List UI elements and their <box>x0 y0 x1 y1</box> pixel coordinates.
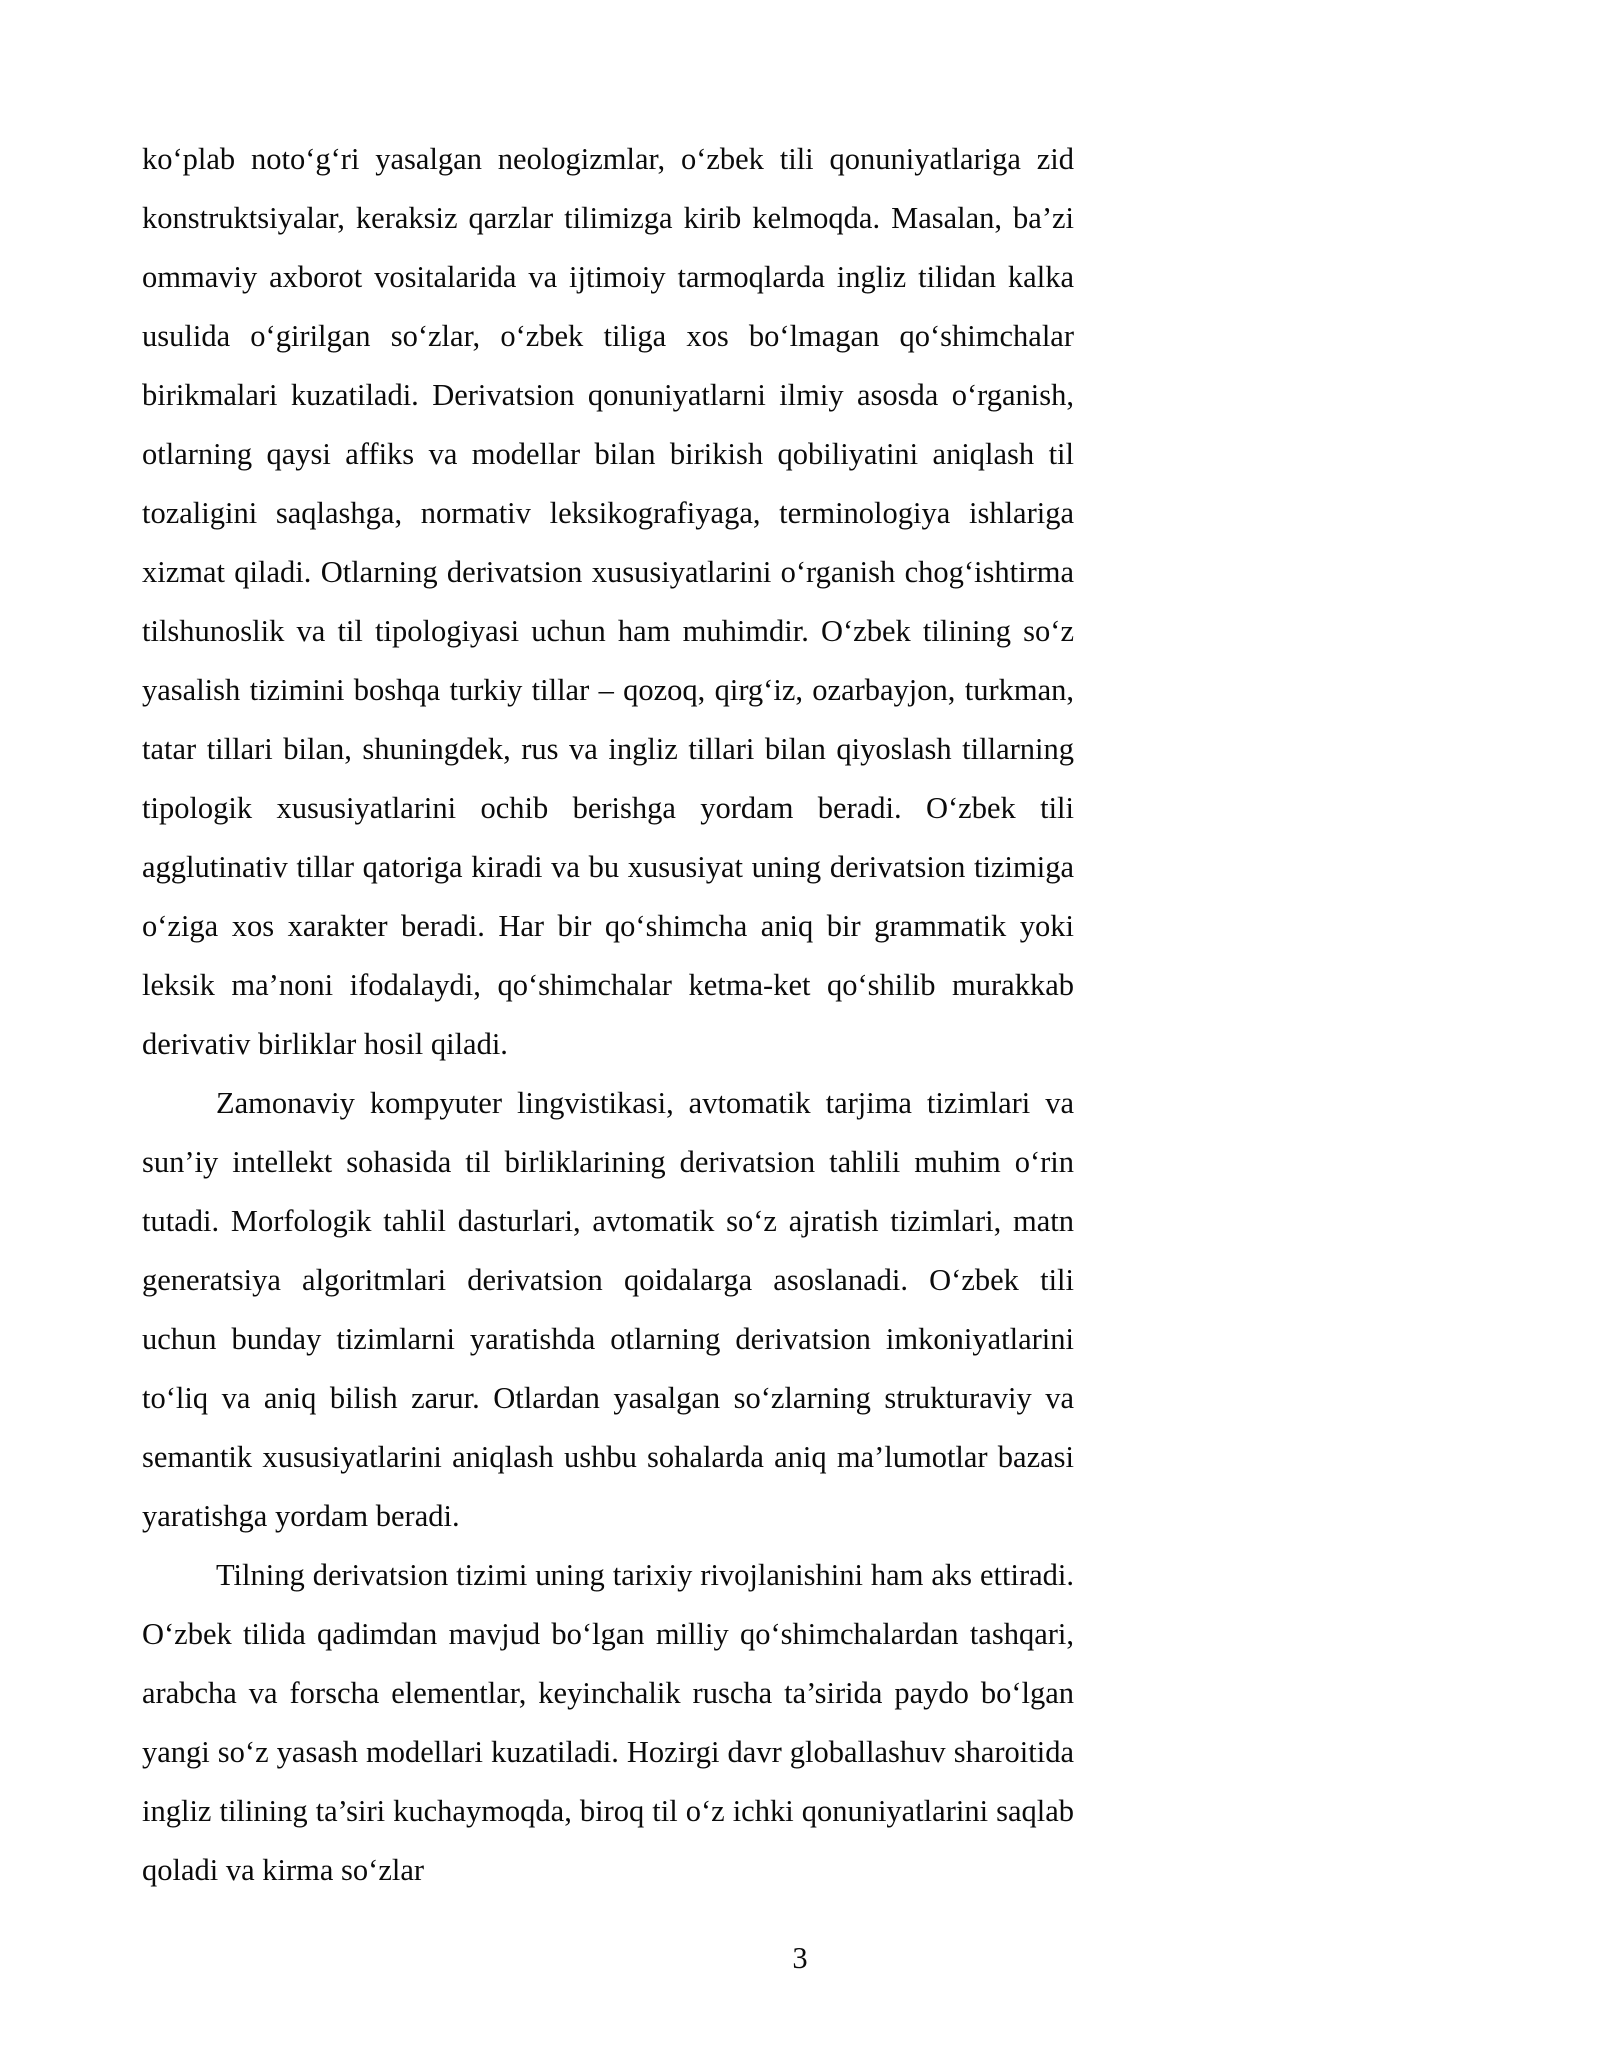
body-paragraph-2: Zamonaviy kompyuter lingvistikasi, avtomatik tarjima tizimlari va sun’iy intellekt sohasida til birliklarining derivatsion tahlili muhim o‘rin tutadi. Morfologik tahlil dasturlari, avtomatik so‘z ajratish tizimlari, matn generatsiya algoritmlari derivatsion qoidalarga asoslanadi. O‘zbek tili uchun bunday tizimlarni yaratishda otlarning derivatsion imkoniyatlarini to‘liq va aniq bilish zarur. Otlardan yasalgan so‘zlarning strukturaviy va semantik xususiyatlarini aniqlash ushbu sohalarda aniq ma’lumotlar bazasi yaratishga yordam beradi. <box>142 1086 1074 1533</box>
page-body-text <box>142 130 1074 1900</box>
page-number: 3 <box>792 1941 808 1975</box>
body-paragraph-3: Tilning derivatsion tizimi uning tarixiy rivojlanishini ham aks ettiradi. O‘zbek tilida qadimdan mavjud bo‘lgan milliy qo‘shimchalardan tashqari, arabcha va forscha elementlar, keyinchalik ruscha ta’sirida paydo bo‘lgan yangi so‘z yasash modellari kuzatiladi. Hozirgi davr globallashuv sharoitida ingliz tilining ta’siri kuchaymoqda, biroq til o‘z ichki qonuniyatlarini saqlab qoladi va kirma so‘zlar <box>142 1558 1074 1887</box>
body-paragraph-1: ko‘plab noto‘g‘ri yasalgan neologizmlar, o‘zbek tili qonuniyatlariga zid konstruktsiyalar, keraksiz qarzlar tilimizga kirib kelmoqda. Masalan, ba’zi ommaviy axborot vositalarida va ijtimoiy tarmoqlarda ingliz tilidan kalka usulida o‘girilgan so‘zlar, o‘zbek tiliga xos bo‘lmagan qo‘shimchalar birikmalari kuzatiladi. Derivatsion qonuniyatlarni ilmiy asosda o‘rganish, otlarning qaysi affiks va modellar bilan birikish qobiliyatini aniqlash til tozaligini saqlashga, normativ leksikografiyaga, terminologiya ishlariga xizmat qiladi. Otlarning derivatsion xususiyatlarini o‘rganish chog‘ishtirma tilshunoslik va til tipologiyasi uchun ham muhimdir. O‘zbek tilining so‘z yasalish tizimini boshqa turkiy tillar – qozoq, qirg‘iz, ozarbayjon, turkman, tatar tillari bilan, shuningdek, rus va ingliz tillari bilan qiyoslash tillarning tipologik xususiyatlarini ochib berishga yordam beradi. O‘zbek tili agglutinativ tillar qatoriga kiradi va bu xususiyat uning derivatsion tizimiga o‘ziga xos xarakter beradi. Har bir qo‘shimcha aniq bir grammatik yoki leksik ma’noni ifodalaydi, qo‘shimchalar ketma-ket qo‘shilib murakkab derivativ birliklar hosil qiladi. <box>142 142 1074 1061</box>
